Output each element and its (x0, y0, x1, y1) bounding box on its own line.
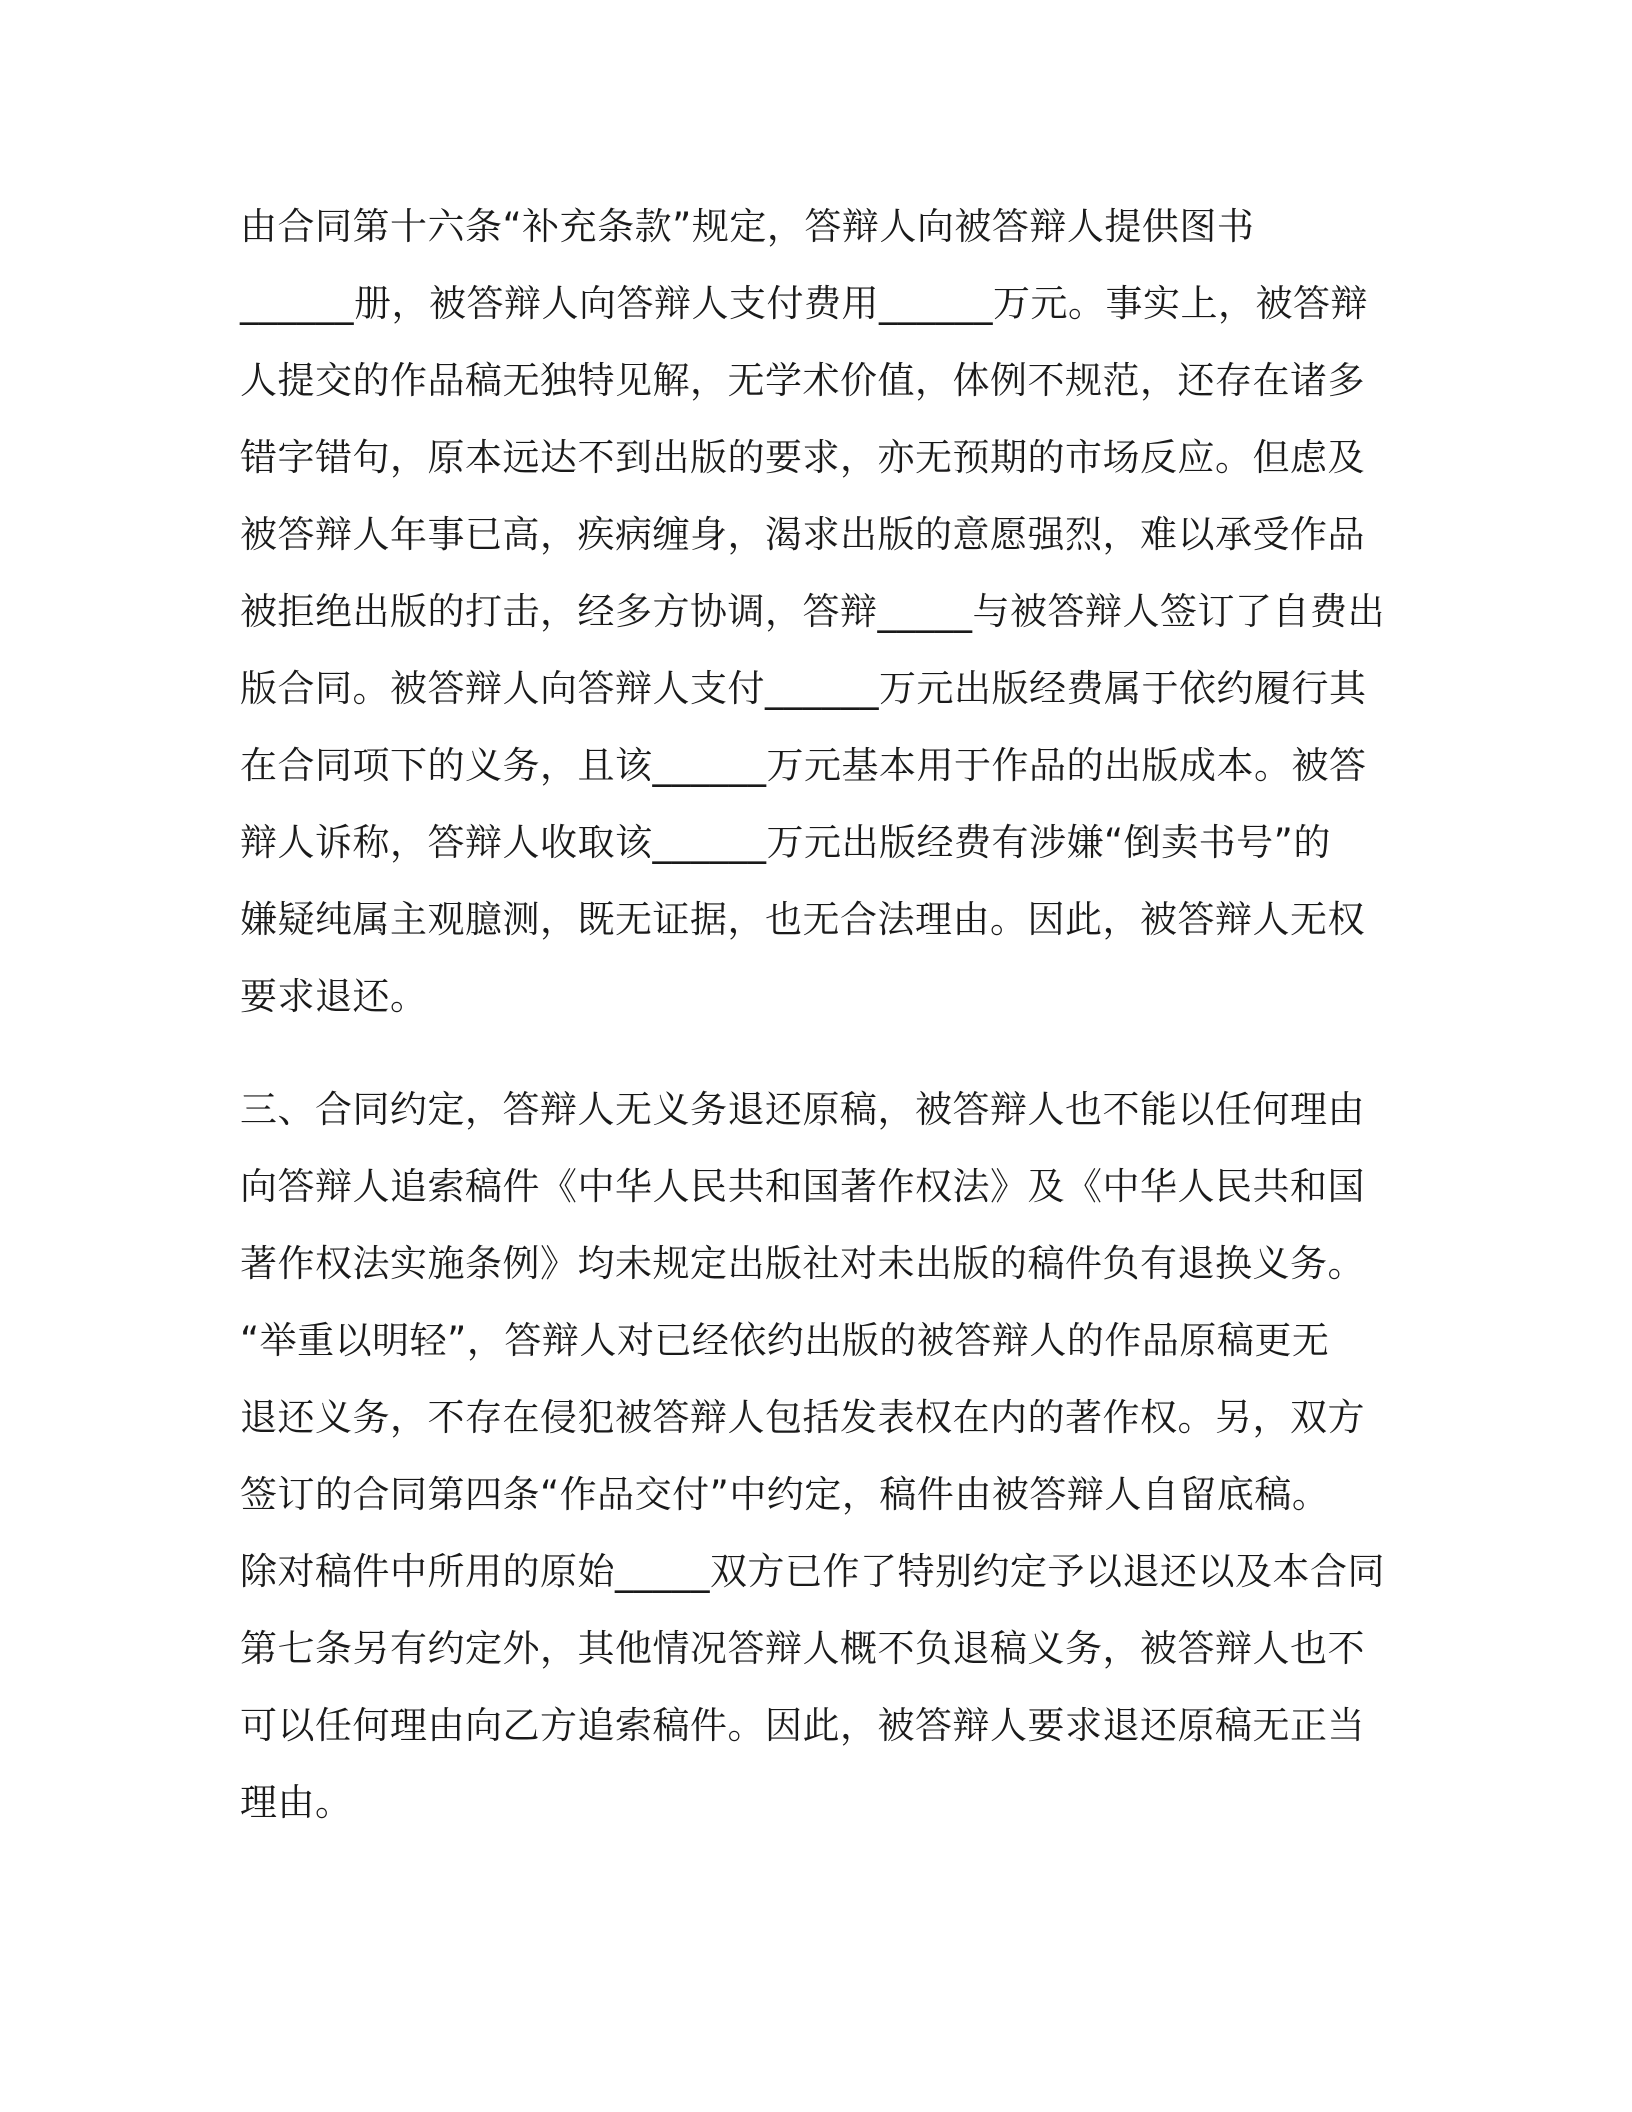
text-line: 在合同项下的义务，且该______万元基本用于作品的出版成本。被答 (240, 744, 1367, 787)
paragraph-section-three (240, 1071, 1390, 1841)
text-line: 第七条另有约定外，其他情况答辩人概不负退稿义务，被答辩人也不 (240, 1627, 1365, 1670)
text-line: 三、合同约定，答辩人无义务退还原稿，被答辩人也不能以任何理由 (240, 1088, 1365, 1131)
paragraph-supplementary-terms (240, 188, 1390, 1035)
text-line: 错字错句，原本远达不到出版的要求，亦无预期的市场反应。但虑及 (240, 436, 1365, 479)
text-line: 辩人诉称，答辩人收取该______万元出版经费有涉嫌“倒卖书号”的 (240, 821, 1331, 864)
text-line: 理由。 (240, 1781, 353, 1824)
text-line: 除对稿件中所用的原始_____双方已作了特别约定予以退还以及本合同 (240, 1550, 1385, 1593)
text-line: 嫌疑纯属主观臆测，既无证据，也无合法理由。因此，被答辩人无权 (240, 898, 1365, 941)
text-line: 著作权法实施条例》均未规定出版社对未出版的稿件负有退换义务。 (240, 1242, 1365, 1285)
text-line: 被拒绝出版的打击，经多方协调，答辩_____与被答辩人签订了自费出 (240, 590, 1385, 633)
text-line: 由合同第十六条“补充条款”规定，答辩人向被答辩人提供图书 (240, 205, 1255, 248)
text-line: 退还义务，不存在侵犯被答辩人包括发表权在内的著作权。另，双方 (240, 1396, 1365, 1439)
paragraph-spacer (240, 1035, 1390, 1071)
text-line: 人提交的作品稿无独特见解，无学术价值，体例不规范，还存在诸多 (240, 359, 1365, 402)
text-line: 被答辩人年事已高，疾病缠身，渴求出版的意愿强烈，难以承受作品 (240, 513, 1365, 556)
document-body (240, 188, 1390, 1841)
text-line: 版合同。被答辩人向答辩人支付______万元出版经费属于依约履行其 (240, 667, 1367, 710)
text-line: 可以任何理由向乙方追索稿件。因此，被答辩人要求退还原稿无正当 (240, 1704, 1365, 1747)
text-line: “举重以明轻”，答辩人对已经依约出版的被答辩人的作品原稿更无 (240, 1319, 1330, 1362)
text-line: ______册，被答辩人向答辩人支付费用______万元。事实上，被答辩 (240, 282, 1368, 325)
text-line: 向答辩人追索稿件《中华人民共和国著作权法》及《中华人民共和国 (240, 1165, 1365, 1208)
text-line: 签订的合同第四条“作品交付”中约定，稿件由被答辩人自留底稿。 (240, 1473, 1330, 1516)
text-line: 要求退还。 (240, 975, 428, 1018)
